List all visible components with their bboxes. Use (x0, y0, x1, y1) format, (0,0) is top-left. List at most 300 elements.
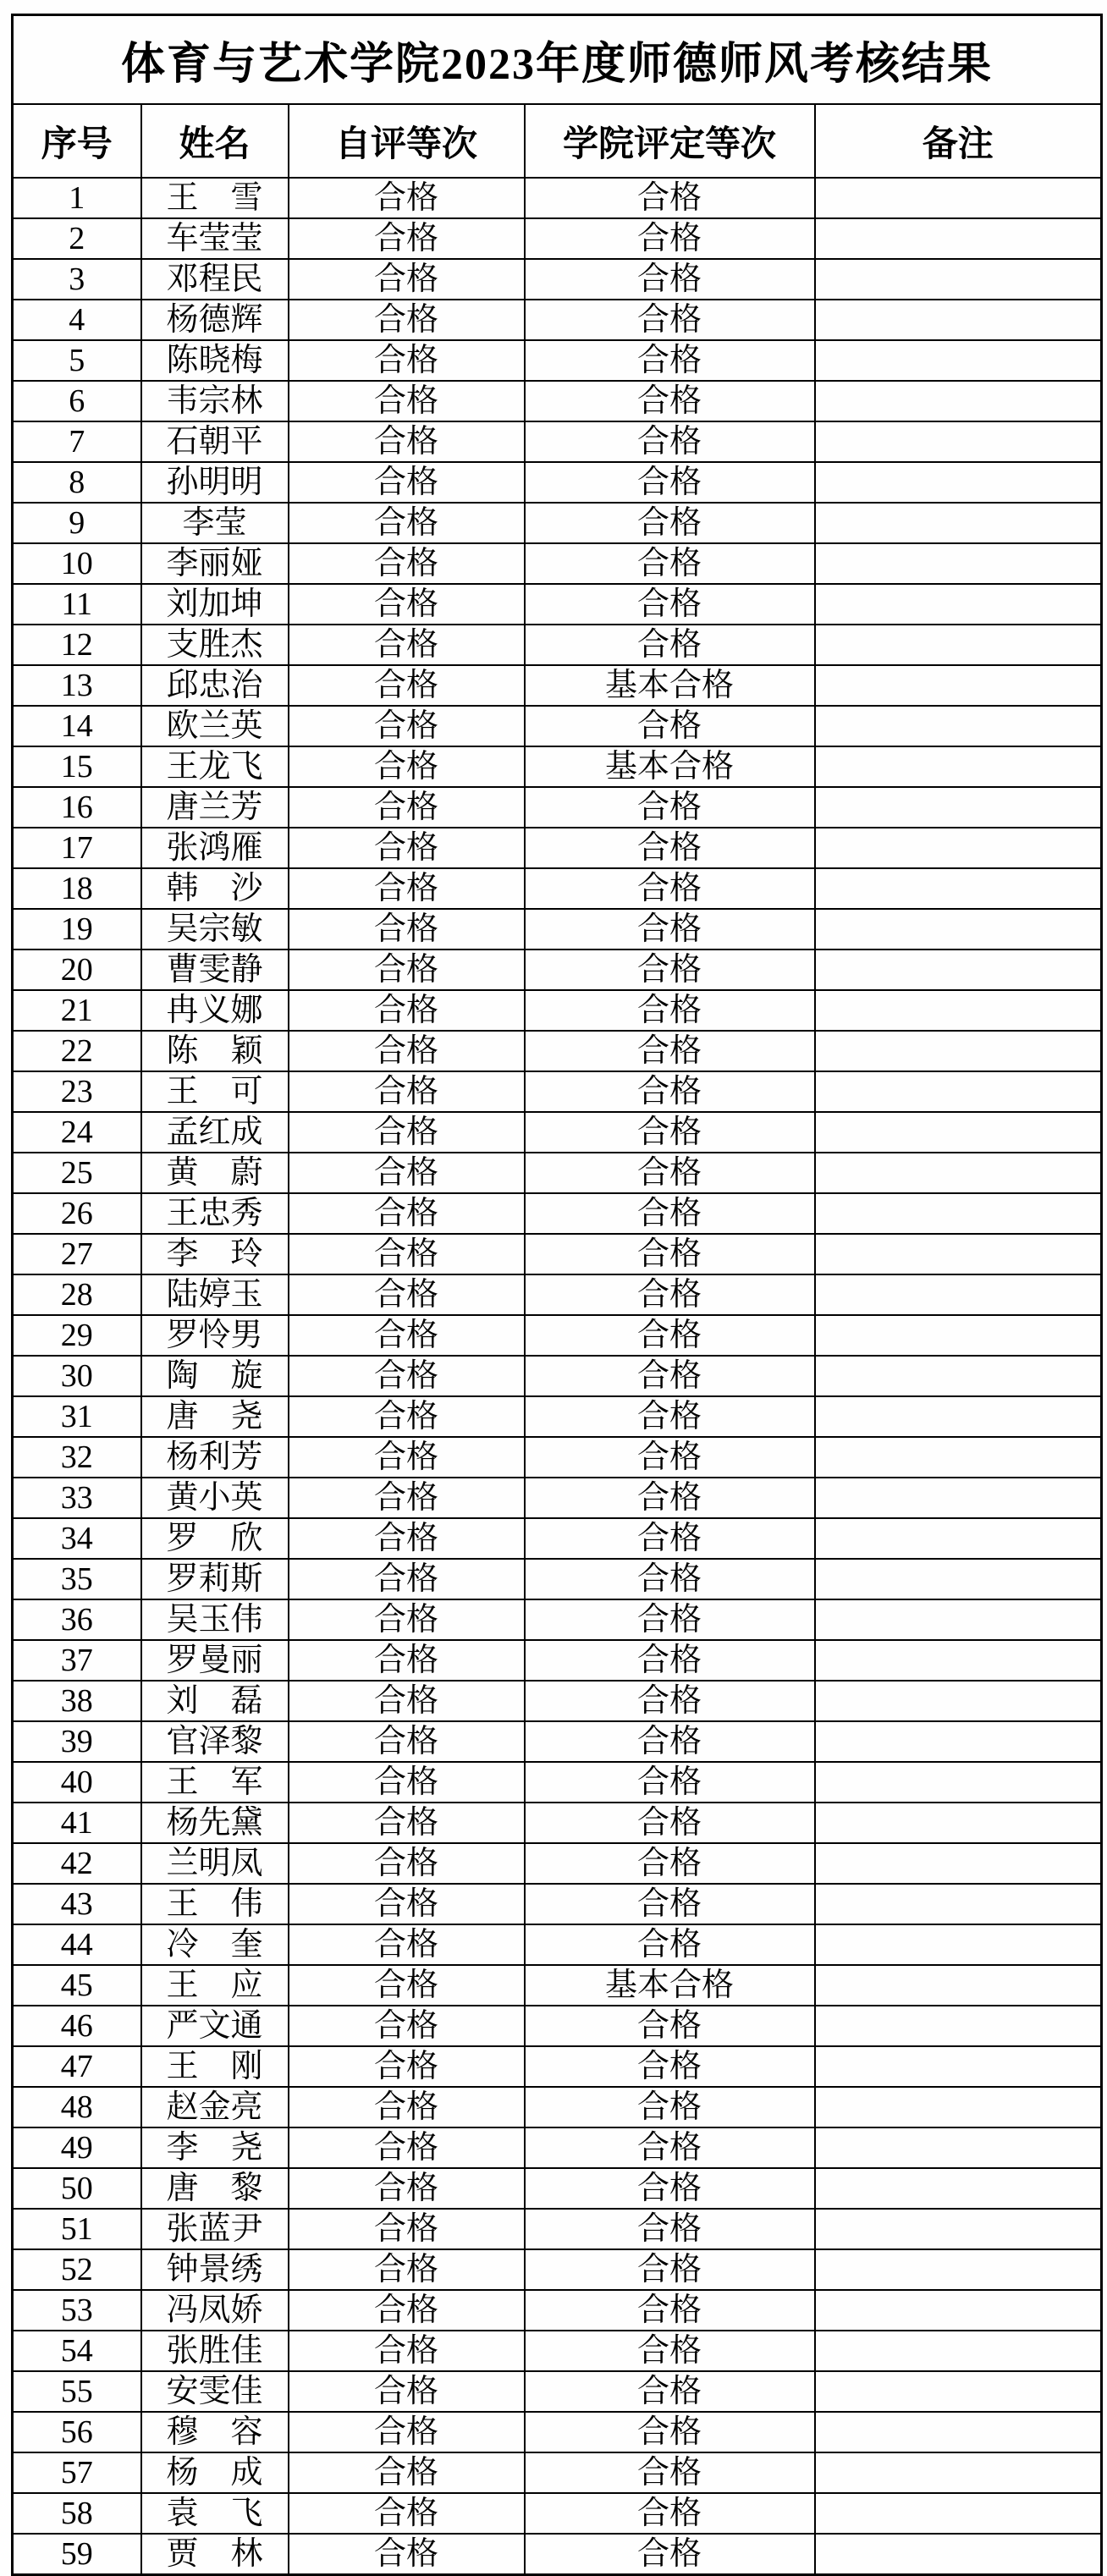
cell-name: 车莹莹 (141, 218, 289, 259)
cell-college: 合格 (525, 2290, 815, 2331)
cell-remark (815, 2371, 1102, 2412)
table-row (13, 787, 1102, 828)
column-header-name: 姓名 (141, 104, 289, 178)
cell-college: 合格 (525, 1924, 815, 1965)
cell-remark (815, 1031, 1102, 1071)
table-row (13, 868, 1102, 909)
table-row (13, 2452, 1102, 2493)
cell-remark (815, 2412, 1102, 2452)
cell-self: 合格 (289, 1965, 525, 2006)
cell-name: 陈 颖 (141, 1031, 289, 1071)
cell-self: 合格 (289, 1681, 525, 1721)
cell-name: 孟红成 (141, 1112, 289, 1153)
header-row (13, 104, 1102, 178)
cell-remark (815, 1193, 1102, 1234)
cell-remark (815, 1071, 1102, 1112)
cell-self: 合格 (289, 1599, 525, 1640)
cell-name: 冷 奎 (141, 1924, 289, 1965)
cell-self: 合格 (289, 1315, 525, 1356)
cell-college: 合格 (525, 2209, 815, 2249)
table-row (13, 2534, 1102, 2575)
table-row (13, 949, 1102, 990)
cell-self: 合格 (289, 2412, 525, 2452)
cell-name: 唐 尧 (141, 1396, 289, 1437)
cell-remark (815, 2452, 1102, 2493)
table-row (13, 300, 1102, 340)
cell-college: 合格 (525, 1274, 815, 1315)
cell-no: 36 (13, 1599, 141, 1640)
cell-name: 张蓝尹 (141, 2209, 289, 2249)
cell-self: 合格 (289, 381, 525, 421)
cell-college: 合格 (525, 868, 815, 909)
cell-name: 张鸿雁 (141, 828, 289, 868)
cell-name: 赵金亮 (141, 2087, 289, 2127)
cell-no: 54 (13, 2331, 141, 2371)
cell-no: 4 (13, 300, 141, 340)
cell-name: 邓程民 (141, 259, 289, 300)
cell-no: 26 (13, 1193, 141, 1234)
cell-self: 合格 (289, 2046, 525, 2087)
table-row (13, 1437, 1102, 1478)
cell-name: 韦宗林 (141, 381, 289, 421)
cell-college: 合格 (525, 1356, 815, 1396)
cell-name: 严文通 (141, 2006, 289, 2046)
cell-no: 8 (13, 462, 141, 503)
cell-college: 合格 (525, 1437, 815, 1478)
cell-no: 34 (13, 1518, 141, 1559)
table-row (13, 1518, 1102, 1559)
cell-name: 安雯佳 (141, 2371, 289, 2412)
cell-no: 9 (13, 503, 141, 543)
cell-self: 合格 (289, 1803, 525, 1843)
cell-self: 合格 (289, 665, 525, 706)
cell-self: 合格 (289, 1478, 525, 1518)
cell-name: 冯凤娇 (141, 2290, 289, 2331)
cell-remark (815, 1681, 1102, 1721)
cell-remark (815, 1721, 1102, 1762)
cell-college: 合格 (525, 787, 815, 828)
cell-no: 23 (13, 1071, 141, 1112)
cell-no: 27 (13, 1234, 141, 1274)
table-row (13, 1924, 1102, 1965)
cell-name: 吴玉伟 (141, 1599, 289, 1640)
table-row (13, 1234, 1102, 1274)
cell-self: 合格 (289, 787, 525, 828)
table-row (13, 2127, 1102, 2168)
cell-remark (815, 2127, 1102, 2168)
cell-self: 合格 (289, 1843, 525, 1884)
cell-college: 合格 (525, 949, 815, 990)
cell-remark (815, 218, 1102, 259)
cell-self: 合格 (289, 1518, 525, 1559)
cell-remark (815, 584, 1102, 625)
cell-self: 合格 (289, 462, 525, 503)
cell-no: 35 (13, 1559, 141, 1599)
cell-college: 合格 (525, 1315, 815, 1356)
cell-college: 合格 (525, 1721, 815, 1762)
table-row (13, 1356, 1102, 1396)
cell-no: 49 (13, 2127, 141, 2168)
cell-remark (815, 2493, 1102, 2534)
cell-college: 合格 (525, 543, 815, 584)
cell-remark (815, 1153, 1102, 1193)
cell-college: 合格 (525, 1762, 815, 1803)
cell-name: 韩 沙 (141, 868, 289, 909)
cell-no: 59 (13, 2534, 141, 2575)
cell-name: 王 雪 (141, 178, 289, 218)
cell-name: 李 玲 (141, 1234, 289, 1274)
cell-name: 李丽娅 (141, 543, 289, 584)
cell-name: 王龙飞 (141, 746, 289, 787)
cell-self: 合格 (289, 2006, 525, 2046)
cell-remark (815, 625, 1102, 665)
cell-college: 合格 (525, 2006, 815, 2046)
cell-college: 合格 (525, 2168, 815, 2209)
table-row (13, 340, 1102, 381)
cell-remark (815, 828, 1102, 868)
table-row (13, 1153, 1102, 1193)
cell-college: 合格 (525, 1559, 815, 1599)
cell-college: 合格 (525, 1193, 815, 1234)
cell-self: 合格 (289, 584, 525, 625)
cell-remark (815, 746, 1102, 787)
cell-self: 合格 (289, 1234, 525, 1274)
cell-self: 合格 (289, 1721, 525, 1762)
table-row (13, 2006, 1102, 2046)
table-row (13, 1965, 1102, 2006)
cell-no: 51 (13, 2209, 141, 2249)
cell-college: 合格 (525, 1599, 815, 1640)
cell-college: 合格 (525, 2371, 815, 2412)
table-row (13, 1396, 1102, 1437)
cell-name: 罗曼丽 (141, 1640, 289, 1681)
cell-no: 45 (13, 1965, 141, 2006)
cell-college: 合格 (525, 1518, 815, 1559)
cell-no: 14 (13, 706, 141, 746)
column-header-college: 学院评定等次 (525, 104, 815, 178)
cell-college: 基本合格 (525, 665, 815, 706)
cell-name: 王忠秀 (141, 1193, 289, 1234)
cell-self: 合格 (289, 2371, 525, 2412)
cell-no: 56 (13, 2412, 141, 2452)
cell-remark (815, 1315, 1102, 1356)
cell-college: 合格 (525, 218, 815, 259)
cell-no: 15 (13, 746, 141, 787)
cell-self: 合格 (289, 503, 525, 543)
cell-remark (815, 462, 1102, 503)
cell-college: 基本合格 (525, 746, 815, 787)
cell-self: 合格 (289, 949, 525, 990)
cell-name: 欧兰英 (141, 706, 289, 746)
cell-remark (815, 2534, 1102, 2575)
cell-self: 合格 (289, 1640, 525, 1681)
cell-name: 杨 成 (141, 2452, 289, 2493)
cell-college: 合格 (525, 828, 815, 868)
cell-remark (815, 2249, 1102, 2290)
column-header-remark: 备注 (815, 104, 1102, 178)
cell-no: 46 (13, 2006, 141, 2046)
cell-college: 合格 (525, 2331, 815, 2371)
cell-self: 合格 (289, 2249, 525, 2290)
cell-no: 12 (13, 625, 141, 665)
cell-college: 合格 (525, 1396, 815, 1437)
cell-name: 陈晓梅 (141, 340, 289, 381)
table-row (13, 1721, 1102, 1762)
cell-no: 19 (13, 909, 141, 949)
cell-self: 合格 (289, 2493, 525, 2534)
table-row (13, 990, 1102, 1031)
table-row (13, 2331, 1102, 2371)
cell-remark (815, 1762, 1102, 1803)
cell-no: 50 (13, 2168, 141, 2209)
cell-no: 42 (13, 1843, 141, 1884)
cell-name: 冉义娜 (141, 990, 289, 1031)
cell-college: 合格 (525, 503, 815, 543)
cell-no: 40 (13, 1762, 141, 1803)
cell-college: 合格 (525, 2534, 815, 2575)
cell-name: 石朝平 (141, 421, 289, 462)
cell-self: 合格 (289, 1112, 525, 1153)
cell-college: 合格 (525, 706, 815, 746)
cell-remark (815, 543, 1102, 584)
table-row (13, 2249, 1102, 2290)
cell-no: 48 (13, 2087, 141, 2127)
cell-no: 52 (13, 2249, 141, 2290)
cell-remark (815, 300, 1102, 340)
cell-no: 39 (13, 1721, 141, 1762)
table-row (13, 178, 1102, 218)
cell-name: 罗莉斯 (141, 1559, 289, 1599)
cell-remark (815, 949, 1102, 990)
cell-college: 合格 (525, 1031, 815, 1071)
cell-remark (815, 340, 1102, 381)
cell-no: 37 (13, 1640, 141, 1681)
table-row (13, 543, 1102, 584)
cell-no: 41 (13, 1803, 141, 1843)
cell-college: 合格 (525, 421, 815, 462)
cell-self: 合格 (289, 746, 525, 787)
cell-college: 合格 (525, 178, 815, 218)
cell-self: 合格 (289, 340, 525, 381)
cell-self: 合格 (289, 1396, 525, 1437)
cell-remark (815, 1924, 1102, 1965)
cell-no: 28 (13, 1274, 141, 1315)
table-row (13, 746, 1102, 787)
cell-self: 合格 (289, 868, 525, 909)
cell-college: 合格 (525, 1478, 815, 1518)
cell-self: 合格 (289, 909, 525, 949)
table-row (13, 2209, 1102, 2249)
cell-remark (815, 503, 1102, 543)
cell-no: 57 (13, 2452, 141, 2493)
cell-name: 唐 黎 (141, 2168, 289, 2209)
cell-college: 合格 (525, 1843, 815, 1884)
cell-self: 合格 (289, 259, 525, 300)
cell-no: 55 (13, 2371, 141, 2412)
cell-name: 王 伟 (141, 1884, 289, 1924)
cell-college: 合格 (525, 300, 815, 340)
table-row (13, 1274, 1102, 1315)
cell-no: 1 (13, 178, 141, 218)
cell-name: 杨德辉 (141, 300, 289, 340)
cell-college: 合格 (525, 1803, 815, 1843)
cell-name: 罗 欣 (141, 1518, 289, 1559)
cell-no: 25 (13, 1153, 141, 1193)
cell-name: 曹雯静 (141, 949, 289, 990)
cell-name: 贾 林 (141, 2534, 289, 2575)
table-row (13, 1071, 1102, 1112)
cell-college: 合格 (525, 1640, 815, 1681)
table-row (13, 2290, 1102, 2331)
table-row (13, 1315, 1102, 1356)
cell-name: 孙明明 (141, 462, 289, 503)
cell-college: 合格 (525, 2493, 815, 2534)
table-row (13, 1681, 1102, 1721)
cell-remark (815, 1803, 1102, 1843)
cell-no: 32 (13, 1437, 141, 1478)
cell-name: 黄小英 (141, 1478, 289, 1518)
cell-no: 5 (13, 340, 141, 381)
table-row (13, 1478, 1102, 1518)
cell-no: 20 (13, 949, 141, 990)
cell-name: 王 刚 (141, 2046, 289, 2087)
cell-no: 43 (13, 1884, 141, 1924)
cell-no: 7 (13, 421, 141, 462)
cell-remark (815, 2046, 1102, 2087)
cell-name: 兰明凤 (141, 1843, 289, 1884)
cell-remark (815, 787, 1102, 828)
cell-remark (815, 1234, 1102, 1274)
cell-no: 30 (13, 1356, 141, 1396)
table-row (13, 1031, 1102, 1071)
cell-college: 合格 (525, 340, 815, 381)
cell-name: 陶 旋 (141, 1356, 289, 1396)
cell-no: 53 (13, 2290, 141, 2331)
cell-remark (815, 259, 1102, 300)
table-row (13, 1762, 1102, 1803)
cell-self: 合格 (289, 300, 525, 340)
cell-remark (815, 868, 1102, 909)
cell-name: 李莹 (141, 503, 289, 543)
cell-name: 黄 蔚 (141, 1153, 289, 1193)
cell-no: 44 (13, 1924, 141, 1965)
cell-name: 张胜佳 (141, 2331, 289, 2371)
cell-name: 王 军 (141, 1762, 289, 1803)
cell-remark (815, 1396, 1102, 1437)
cell-self: 合格 (289, 1193, 525, 1234)
table-row (13, 828, 1102, 868)
cell-remark (815, 421, 1102, 462)
cell-college: 合格 (525, 2127, 815, 2168)
cell-name: 刘 磊 (141, 1681, 289, 1721)
cell-remark (815, 1843, 1102, 1884)
cell-no: 22 (13, 1031, 141, 1071)
cell-college: 合格 (525, 1884, 815, 1924)
cell-name: 李 尧 (141, 2127, 289, 2168)
cell-no: 16 (13, 787, 141, 828)
table-row (13, 259, 1102, 300)
table-row (13, 1599, 1102, 1640)
cell-no: 17 (13, 828, 141, 868)
cell-self: 合格 (289, 218, 525, 259)
cell-college: 合格 (525, 1071, 815, 1112)
cell-name: 陆婷玉 (141, 1274, 289, 1315)
table-row (13, 2412, 1102, 2452)
cell-college: 合格 (525, 2452, 815, 2493)
cell-college: 合格 (525, 584, 815, 625)
table-row (13, 1843, 1102, 1884)
cell-self: 合格 (289, 1274, 525, 1315)
column-header-no: 序号 (13, 104, 141, 178)
cell-name: 官泽黎 (141, 1721, 289, 1762)
cell-self: 合格 (289, 1762, 525, 1803)
cell-no: 10 (13, 543, 141, 584)
cell-remark (815, 2006, 1102, 2046)
cell-college: 合格 (525, 1234, 815, 1274)
cell-name: 穆 容 (141, 2412, 289, 2452)
table-row (13, 421, 1102, 462)
cell-self: 合格 (289, 2452, 525, 2493)
cell-name: 支胜杰 (141, 625, 289, 665)
document-sheet (11, 14, 1100, 2576)
cell-name: 杨先黛 (141, 1803, 289, 1843)
cell-remark (815, 178, 1102, 218)
cell-self: 合格 (289, 1031, 525, 1071)
cell-self: 合格 (289, 828, 525, 868)
cell-name: 杨利芳 (141, 1437, 289, 1478)
cell-remark (815, 1884, 1102, 1924)
cell-self: 合格 (289, 1153, 525, 1193)
table-row (13, 1884, 1102, 1924)
cell-no: 58 (13, 2493, 141, 2534)
table-row (13, 1803, 1102, 1843)
cell-remark (815, 909, 1102, 949)
cell-no: 24 (13, 1112, 141, 1153)
cell-remark (815, 381, 1102, 421)
cell-no: 3 (13, 259, 141, 300)
cell-college: 合格 (525, 2046, 815, 2087)
cell-college: 合格 (525, 259, 815, 300)
cell-remark (815, 2168, 1102, 2209)
cell-self: 合格 (289, 1884, 525, 1924)
cell-self: 合格 (289, 1924, 525, 1965)
page-title: 体育与艺术学院2023年度师德师风考核结果 (13, 15, 1102, 105)
cell-no: 21 (13, 990, 141, 1031)
cell-remark (815, 1559, 1102, 1599)
cell-no: 13 (13, 665, 141, 706)
cell-name: 唐兰芳 (141, 787, 289, 828)
cell-no: 38 (13, 1681, 141, 1721)
cell-college: 合格 (525, 625, 815, 665)
table-row (13, 2371, 1102, 2412)
table-row (13, 2087, 1102, 2127)
cell-name: 吴宗敏 (141, 909, 289, 949)
table-row (13, 381, 1102, 421)
title-row (13, 15, 1102, 105)
table-row (13, 1112, 1102, 1153)
cell-self: 合格 (289, 990, 525, 1031)
cell-college: 合格 (525, 990, 815, 1031)
cell-remark (815, 1356, 1102, 1396)
cell-college: 合格 (525, 1112, 815, 1153)
cell-self: 合格 (289, 2087, 525, 2127)
cell-name: 王 可 (141, 1071, 289, 1112)
cell-name: 刘加坤 (141, 584, 289, 625)
cell-remark (815, 2290, 1102, 2331)
cell-remark (815, 1518, 1102, 1559)
cell-college: 合格 (525, 2412, 815, 2452)
cell-self: 合格 (289, 2168, 525, 2209)
